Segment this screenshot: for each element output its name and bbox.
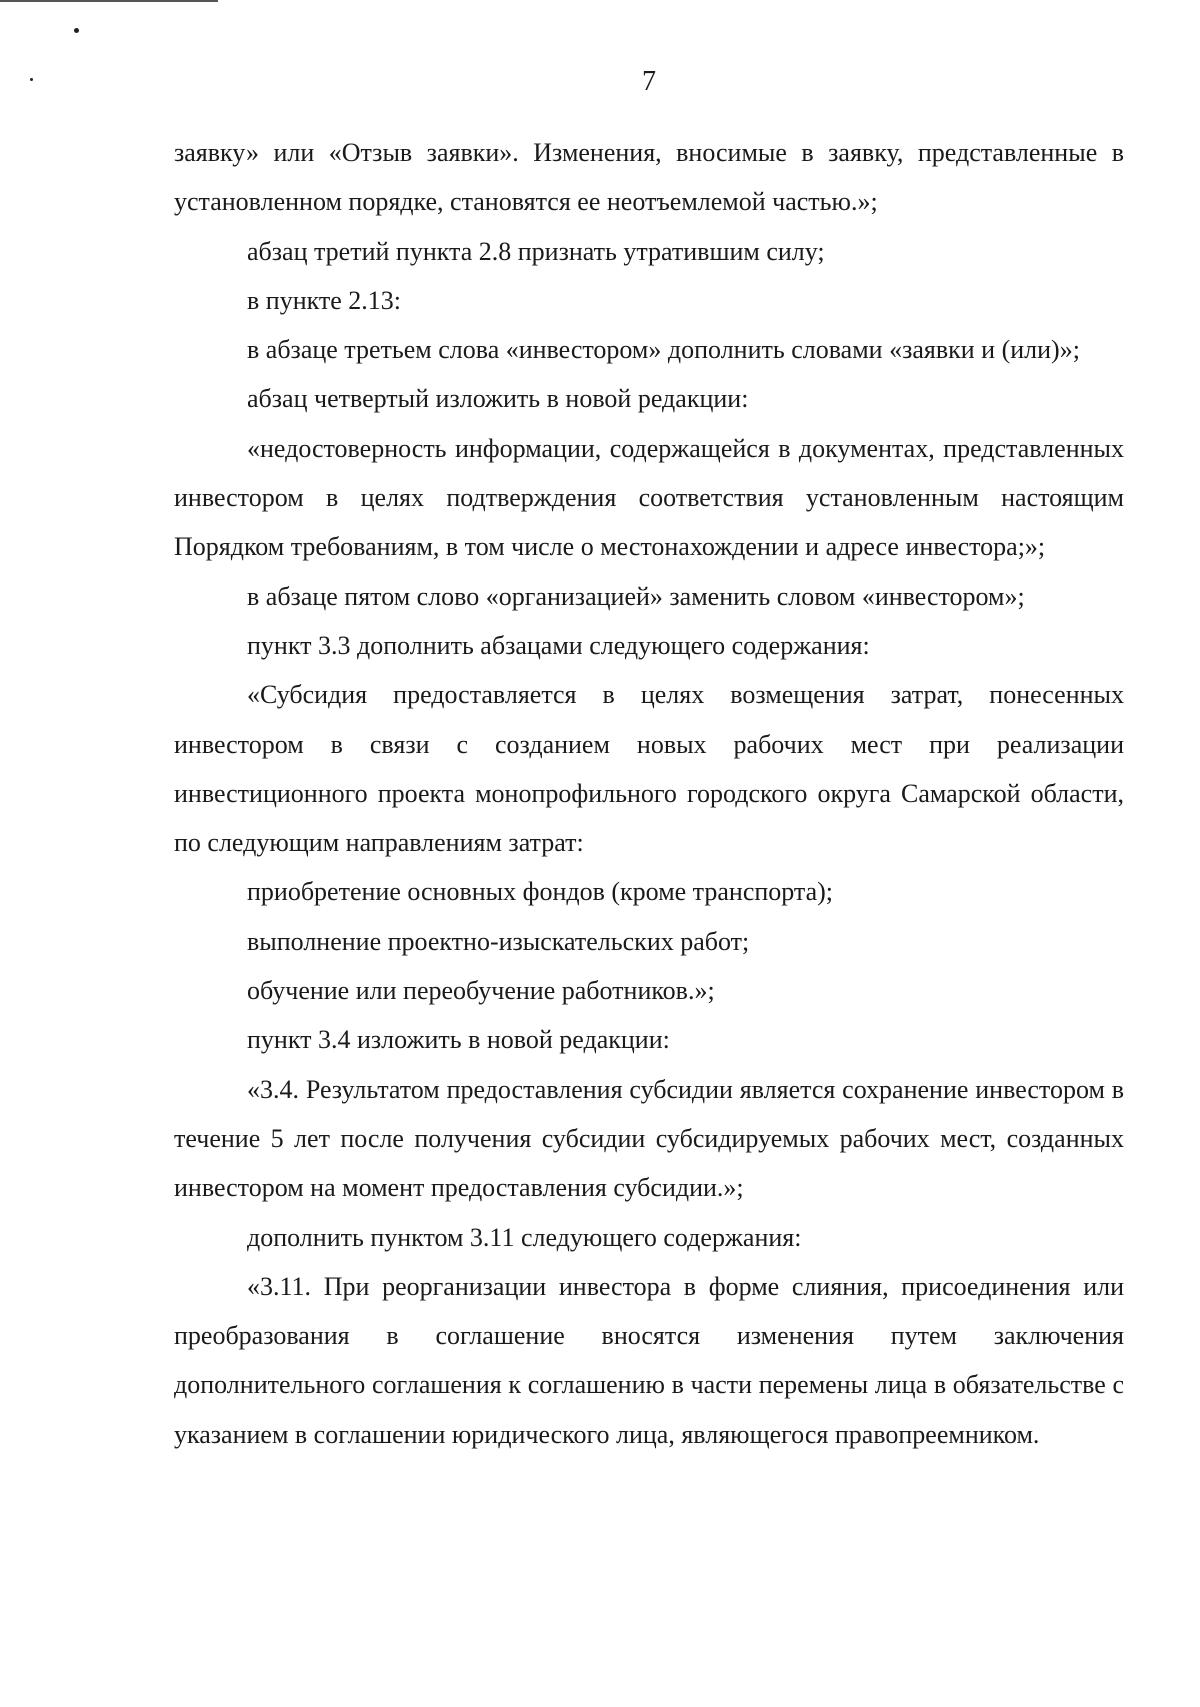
paragraph: «3.11. При реорганизации инвестора в форме слияния, присоединения или преобразования в соглашение вносятся изменения путем заключения дополнительного соглашения к соглашению в части перемены лица в обязательстве с указанием в соглашении юридического лица, являющегося правопреемником. bbox=[174, 1271, 1124, 1449]
paragraph: «3.4. Результатом предоставления субсидии является сохранение инвестором в течение 5 лет после получения субсидии субсидируемых рабочих мест, созданных инвестором на момент предоставления субсидии.»; bbox=[174, 1074, 1124, 1203]
paragraph: абзац третий пункта 2.8 признать утратившим силу; bbox=[247, 236, 825, 266]
scan-top-border bbox=[0, 0, 218, 2]
paragraph: выполнение проектно-изыскательских работ; bbox=[247, 926, 750, 956]
paragraph: пункт 3.4 изложить в новой редакции: bbox=[247, 1025, 670, 1055]
paragraph: обучение или переобучение работников.»; bbox=[247, 976, 715, 1006]
document-body bbox=[174, 128, 1124, 1459]
page-number: 7 bbox=[642, 66, 656, 97]
paragraph: абзац четвертый изложить в новой редакции: bbox=[247, 384, 749, 414]
scan-speck bbox=[74, 28, 79, 33]
paragraph: дополнить пунктом 3.11 следующего содержания: bbox=[247, 1222, 802, 1252]
paragraph: в пункте 2.13: bbox=[247, 285, 402, 315]
paragraph: заявку» или «Отзыв заявки». Изменения, вносимые в заявку, представленные в установленном порядке, становятся ее неотъемлемой частью.»; bbox=[174, 138, 1124, 217]
paragraph: «недостоверность информации, содержащейся в документах, представленных инвестором в целях подтверждения соответствия установленным настоящим Порядком требованиям, в том числе о местонахождении и адресе инвестора;»; bbox=[174, 433, 1124, 562]
paragraph: в абзаце пятом слово «организацией» заменить словом «инвестором»; bbox=[247, 581, 1025, 611]
paragraph: в абзаце третьем слова «инвестором» дополнить словами «заявки и (или)»; bbox=[247, 335, 1080, 365]
paragraph: «Субсидия предоставляется в целях возмещения затрат, понесенных инвестором в связи с созданием новых рабочих мест при реализации инвестиционного проекта монопрофильного городского округа Самарской области, по следующим направлениям затрат: bbox=[174, 680, 1124, 858]
paragraph: пункт 3.3 дополнить абзацами следующего содержания: bbox=[247, 630, 870, 660]
paragraph: приобретение основных фондов (кроме транспорта); bbox=[247, 877, 834, 907]
